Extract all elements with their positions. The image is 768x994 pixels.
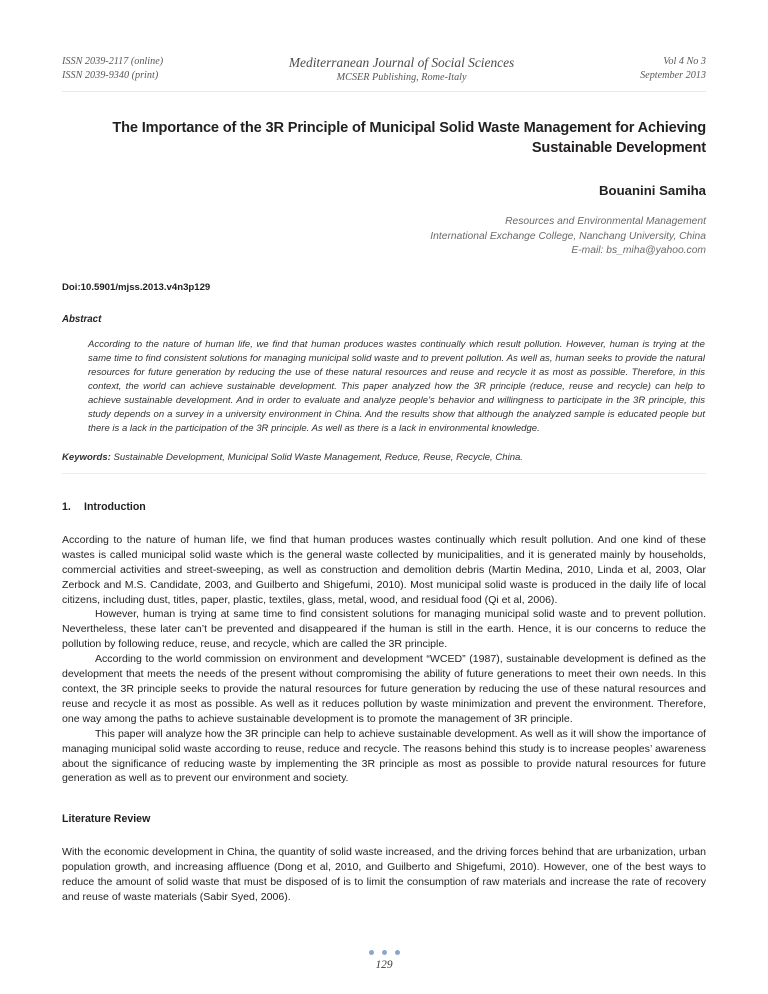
running-header xyxy=(62,0,706,85)
issn-print: ISSN 2039-9340 (print) xyxy=(62,70,159,82)
paragraph: According to the nature of human life, we find that human produces wastes continually which result pollution. And one kind of these wastes is called municipal solid waste which is the general waste collected by municipalities, and it is generated mainly by households, commercial activities and street-sweeping, as well as construction and demolition debris (Martin Medina, 2010, Linda et al, 2003, Olar Zerbock and M.S. Candidate, 2003, and Guilberto and Shigefumi, 2010). Most municipal solid waste is produced in the daily life of local citizens, including dust, titles, paper, plastic, textiles, glass, metal, wood, and residual food (Qi et al, 2006). xyxy=(62,533,706,606)
section-number: 1. xyxy=(62,500,71,513)
paragraph: With the economic development in China, the quantity of solid waste increased, and the driving forces behind that are urbanization, urban population growth, and increasing affluence (Dong et al, 2010, and Guilberto and Shigefumi, 2010). However, one of the best ways to reduce the amount of solid waste that must be disposed of is to limit the consumption of raw materials and increase the rate of recovery and reuse of waste materials (Sabir Syed, 2006). xyxy=(62,846,706,904)
abstract-text: According to the nature of human life, we find that human produces wastes continually which result pollution. However, human is trying at the same time to find consistent solutions for managing municipal solid waste and to prevent pollution. As well as, human seeks to provide the natural resources for future generation by reducing the use of these natural resources and reuse and recycle it as most as possible. Therefore, in this context, the world can achieve sustainable development. This paper analyzed how the 3R principle (reduce, reuse and recycle) can help to achieve sustainable development. And in order to evaluate and analyze people’s behavior and willingness to participate in the 3R principle, this study depends on a survey in a university environment in China. And the results show that although the analyzed sample is educated people but there is a lack in the participation of the 3R principle. As well as there is a lack in environmental knowledge. xyxy=(88,338,705,435)
spacer-after-lit-heading xyxy=(62,826,706,845)
dot-icon xyxy=(395,950,400,955)
dot-icon xyxy=(369,950,374,955)
doi-line: Doi:10.5901/mjss.2013.v4n3p129 xyxy=(62,281,211,293)
page-footer xyxy=(0,950,768,972)
spacer-after-intro-heading xyxy=(62,514,706,533)
author-email: E-mail: bs_miha@yahoo.com xyxy=(571,245,706,257)
spacer-intro xyxy=(62,474,706,500)
issn-online: ISSN 2039-2117 (online) xyxy=(62,56,164,67)
affiliation-department: Resources and Environmental Management xyxy=(505,216,706,227)
author-affiliation xyxy=(62,215,706,259)
paragraph: According to the world commission on environment and development “WCED” (1987), sustainable development is defined as the development that meets the needs of the present without compromising the ability of future generations to meet their own needs. In this context, the 3R principle seeks to provide the natural resources for future generation by reducing the use of these natural resources and reuse and recycle it as most as possible. As well as it reduces pollution by waste minimization and prevent the environment. Therefore, one way among the paths to achieve sustainable development is to promote the management of 3R principle. xyxy=(62,653,706,725)
section-heading-introduction xyxy=(62,500,706,514)
issue-date: September 2013 xyxy=(640,70,706,82)
journal-title: Mediterranean Journal of Social Sciences xyxy=(288,55,515,70)
paragraph: However, human is trying at same time to find consistent solutions for managing municipal solid waste and to prevent pollution. Nevertheless, these later can’t be prevented and disappeared if the human is still in the earth. Hence, it is our concerns to reduce the pollution by following reduce, reuse, and recycle, which are called the 3R principle. xyxy=(62,608,706,651)
author-name: Bouanini Samiha xyxy=(599,183,706,198)
introduction-body xyxy=(62,533,706,786)
section-title: Introduction xyxy=(84,500,146,513)
keywords-label: Keywords: xyxy=(62,452,111,464)
keywords-text: Sustainable Development, Municipal Solid Waste Management, Reduce, Reuse, Recycle, China. xyxy=(110,452,523,464)
issue-volume: Vol 4 No 3 xyxy=(663,56,706,67)
issue-block xyxy=(640,55,706,83)
header-divider xyxy=(62,91,706,92)
footer-dots-ornament xyxy=(0,950,768,955)
journal-identity xyxy=(163,55,640,85)
page-title: The Importance of the 3R Principle of Municipal Solid Waste Management for Achieving Sustainable Development xyxy=(112,120,706,156)
issn-block xyxy=(62,55,163,83)
section-heading-literature-review: Literature Review xyxy=(62,813,151,826)
page-number: 129 xyxy=(375,959,393,971)
paragraph: This paper will analyze how the 3R principle can help to achieve sustainable development. As well as it will show the importance of managing municipal solid waste according to reuse, reduce and recycle. The reasons behind this study is to increase peoples’ awareness about the significance of reducing waste by implementing the 3R principle as most as possible to provide natural resources for future generation as well as to prevent our environment and society. xyxy=(62,727,706,785)
keywords-line xyxy=(62,451,706,465)
journal-publisher: MCSER Publishing, Rome-Italy xyxy=(336,72,467,83)
spacer-section xyxy=(62,786,706,812)
affiliation-institution: International Exchange College, Nanchang University, China xyxy=(430,230,706,242)
abstract-heading: Abstract xyxy=(62,313,102,325)
dot-icon xyxy=(382,950,387,955)
literature-review-body xyxy=(62,845,706,905)
